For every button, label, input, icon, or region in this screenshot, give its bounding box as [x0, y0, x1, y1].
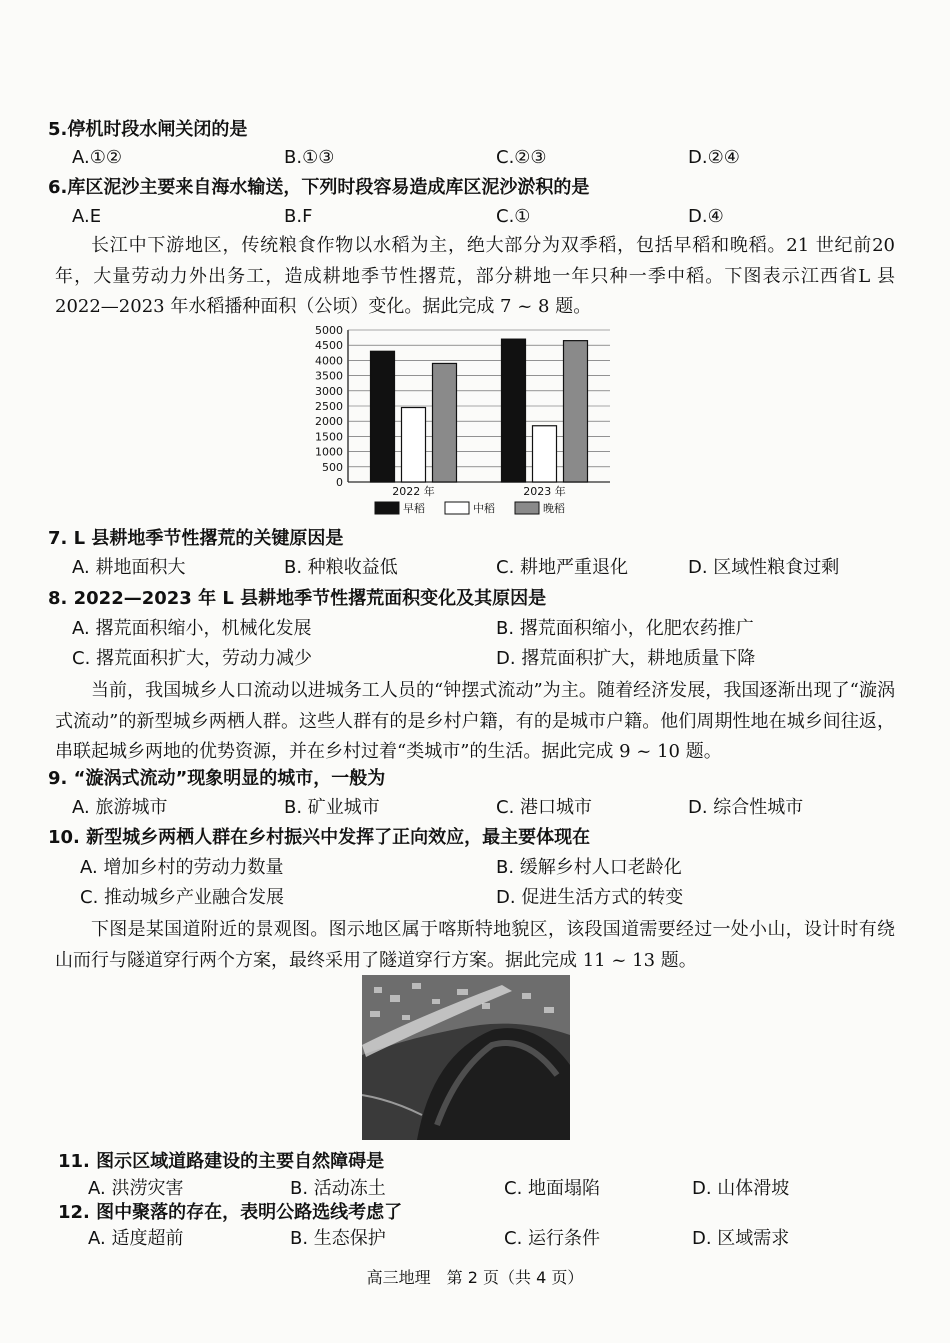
y-tick-label: 2500: [315, 400, 343, 413]
q10-option-c[interactable]: C. 推动城乡产业融合发展: [80, 887, 285, 908]
q5-option-d[interactable]: D.②④: [688, 147, 740, 168]
legend-swatch: [375, 502, 399, 514]
q6-option-c[interactable]: C.①: [496, 206, 531, 227]
q5-option-b[interactable]: B.①③: [284, 147, 335, 168]
x-category-label: 2023 年: [523, 485, 566, 498]
q12-option-c[interactable]: C. 运行条件: [504, 1228, 601, 1249]
q10-option-a[interactable]: A. 增加乡村的劳动力数量: [80, 857, 284, 878]
passage-11-13: 下图是某国道附近的景观图。图示地区属于喀斯特地貌区，该段国道需要经过一处小山，设计时有绕山而行与隧道穿行两个方案，最终采用了隧道穿行方案。据此完成 11 ~ 13 题。: [55, 919, 895, 971]
question-8-stem: 8. 2022—2023 年 L 县耕地季节性撂荒面积变化及其原因是: [48, 588, 547, 609]
page-footer: 高三地理 第 2 页（共 4 页）: [366, 1268, 584, 1287]
question-11-stem: 11. 图示区域道路建设的主要自然障碍是: [58, 1151, 385, 1172]
question-5-stem: 5.停机时段水闸关闭的是: [48, 119, 248, 140]
q6-option-d[interactable]: D.④: [688, 206, 724, 227]
q6-option-b[interactable]: B.F: [284, 206, 313, 227]
q8-option-c[interactable]: C. 撂荒面积扩大，劳动力减少: [72, 648, 313, 669]
y-tick-label: 5000: [315, 324, 343, 337]
legend-label: 早稻: [403, 502, 425, 515]
q7-option-a[interactable]: A. 耕地面积大: [72, 557, 186, 578]
q10-option-b[interactable]: B. 缓解乡村人口老龄化: [496, 857, 682, 878]
y-tick-label: 4500: [315, 339, 343, 353]
legend-label: 晚稻: [543, 502, 565, 515]
q10-option-d[interactable]: D. 促进生活方式的转变: [496, 887, 684, 908]
legend-swatch: [445, 502, 469, 514]
q8-option-d[interactable]: D. 撂荒面积扩大，耕地质量下降: [496, 648, 756, 669]
q8-option-b[interactable]: B. 撂荒面积缩小，化肥农药推广: [496, 618, 754, 639]
q9-option-a[interactable]: A. 旅游城市: [72, 797, 168, 818]
bar-晚稻-1: [564, 341, 588, 482]
legend-label: 中稻: [473, 502, 495, 515]
karst-landscape-photo: [362, 975, 570, 1140]
q7-option-d[interactable]: D. 区域性粮食过剩: [688, 557, 840, 578]
q6-option-a[interactable]: A.E: [72, 206, 102, 227]
question-6-stem: 6.库区泥沙主要来自海水输送，下列时段容易造成库区泥沙淤积的是: [48, 177, 590, 198]
bar-中稻-1: [533, 426, 557, 482]
q12-option-b[interactable]: B. 生态保护: [290, 1228, 386, 1249]
passage-7-8: 长江中下游地区，传统粮食作物以水稻为主，绝大部分为双季稻，包括早稻和晚稻。21 世纪前20 年，大量劳动力外出务工，造成耕地季节性撂荒，部分耕地一年只种一季中稻。下图表示江西省L 县 2022—2023 年水稻播种面积（公顷）变化。据此完成 7 ~ 8 题。: [55, 235, 895, 317]
q11-option-a[interactable]: A. 洪涝灾害: [88, 1178, 184, 1199]
y-tick-label: 3000: [315, 384, 343, 398]
bar-早稻-0: [371, 351, 395, 482]
y-tick-label: 4000: [315, 354, 343, 368]
bar-早稻-1: [502, 339, 526, 482]
q5-option-c[interactable]: C.②③: [496, 147, 547, 168]
bar-中稻-0: [402, 408, 426, 482]
q9-option-b[interactable]: B. 矿业城市: [284, 797, 380, 818]
karst-hill-image: [362, 975, 570, 1140]
q9-option-c[interactable]: C. 港口城市: [496, 797, 593, 818]
y-tick-label: 500: [322, 460, 343, 474]
question-10-stem: 10. 新型城乡两栖人群在乡村振兴中发挥了正向效应，最主要体现在: [48, 827, 591, 848]
q11-option-b[interactable]: B. 活动冻土: [290, 1178, 386, 1199]
q9-option-d[interactable]: D. 综合性城市: [688, 797, 804, 818]
q5-option-a[interactable]: A.①②: [72, 147, 122, 168]
q12-option-a[interactable]: A. 适度超前: [88, 1228, 184, 1249]
passage-9-10: 当前，我国城乡人口流动以进城务工人员的“钟摆式流动”为主。随着经济发展，我国逐渐出现了“漩涡式流动”的新型城乡两栖人群。这些人群有的是乡村户籍，有的是城市户籍。他们周期性地在城乡间往返，串联起城乡两地的优势资源，并在乡村过着“类城市”的生活。据此完成 9 ~ 10 题。: [55, 680, 895, 762]
y-tick-label: 1500: [315, 430, 343, 444]
question-9-stem: 9. “漩涡式流动”现象明显的城市，一般为: [48, 768, 386, 789]
y-tick-label: 0: [336, 476, 343, 489]
x-category-label: 2022 年: [392, 485, 435, 498]
q11-option-d[interactable]: D. 山体滑坡: [692, 1178, 790, 1199]
q7-option-b[interactable]: B. 种粮收益低: [284, 557, 398, 578]
question-7-stem: 7. L 县耕地季节性撂荒的关键原因是: [48, 528, 344, 549]
legend-swatch: [515, 502, 539, 514]
y-tick-label: 2000: [315, 415, 343, 429]
y-tick-label: 1000: [315, 445, 343, 459]
bar-晚稻-0: [433, 363, 457, 482]
q11-option-c[interactable]: C. 地面塌陷: [504, 1178, 601, 1199]
q12-option-d[interactable]: D. 区域需求: [692, 1228, 790, 1249]
q8-option-a[interactable]: A. 撂荒面积缩小，机械化发展: [72, 618, 312, 639]
y-tick-label: 3500: [315, 369, 343, 383]
rice-area-bar-chart: [300, 322, 620, 522]
q7-option-c[interactable]: C. 耕地严重退化: [496, 557, 629, 578]
question-12-stem: 12. 图中聚落的存在，表明公路选线考虑了: [58, 1202, 403, 1223]
